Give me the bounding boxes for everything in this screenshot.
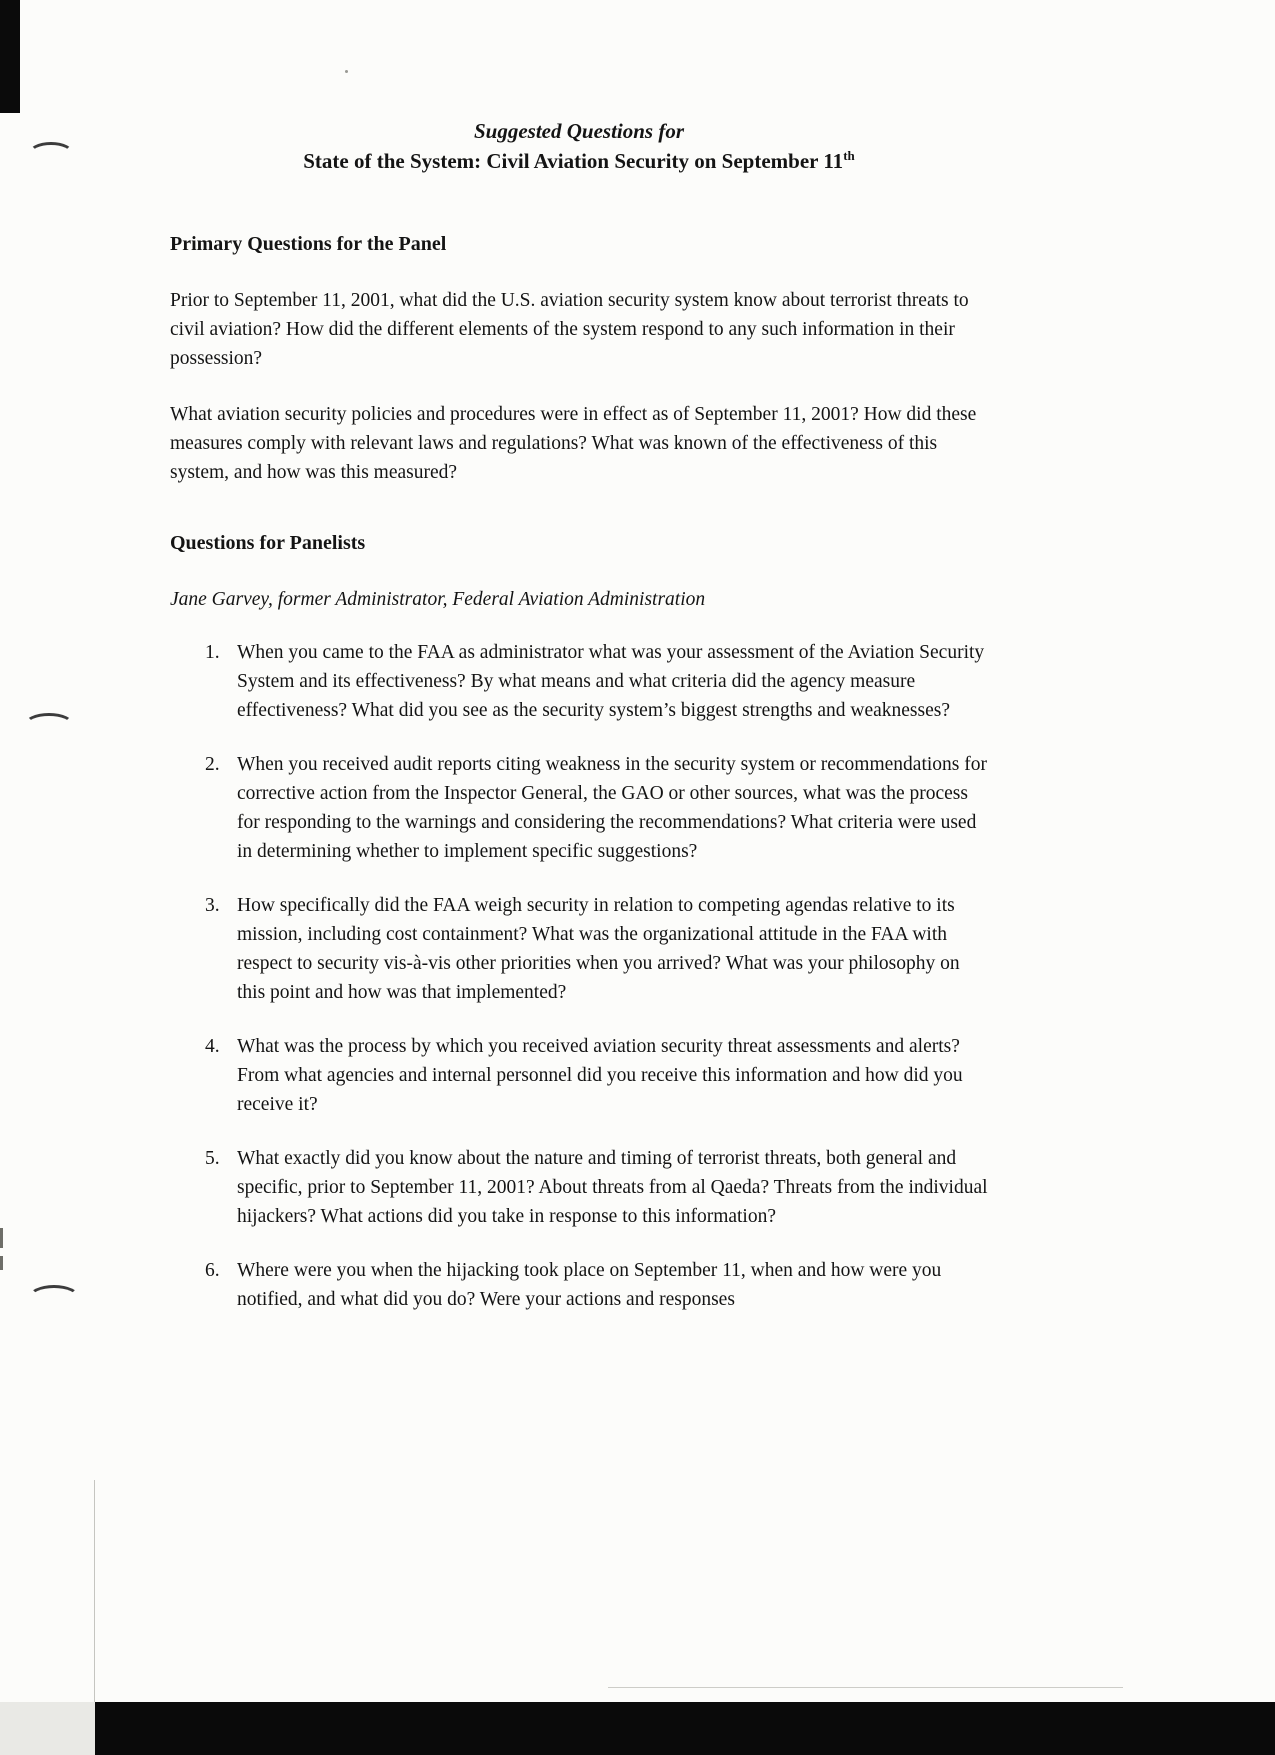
- scan-speck: [345, 70, 348, 73]
- document-content: [170, 116, 988, 1339]
- heading-primary-questions: Primary Questions for the Panel: [170, 233, 447, 255]
- scan-artifact-bottom-bar: [95, 1702, 1275, 1755]
- title-line-1: Suggested Questions for: [473, 119, 685, 143]
- pen-mark-arc-3: [28, 1285, 80, 1311]
- question-number: 5.: [205, 1148, 220, 1169]
- title-superscript: th: [843, 148, 855, 163]
- scan-edge-mark-1: [0, 1228, 3, 1248]
- primary-paragraph-2: What aviation security policies and procedures were in effect as of September 11, 2001? How did these measures comply with relevant laws and regulations? What was known of the effectiveness of this system, and how was this measured?: [170, 404, 977, 483]
- question-text: When you came to the FAA as administrator what was your assessment of the Aviation Security System and its effectiveness? By what means and what criteria did the agency measure effectiveness? What did you see as the security system’s biggest strengths and weaknesses?: [237, 642, 985, 721]
- scan-edge-mark-2: [0, 1256, 3, 1270]
- pen-mark-arc-1: [28, 142, 74, 166]
- question-text: When you received audit reports citing weakness in the security system or recommendations for corrective action from the Inspector General, the GAO or other sources, what was the process for responding to the warnings and considering the recommendations? What criteria were used in determining whether to implement specific suggestions?: [237, 754, 987, 862]
- question-text: Where were you when the hijacking took place on September 11, when and how were you notified, and what did you do? Were your actions and responses: [237, 1260, 942, 1310]
- question-text: What was the process by which you received aviation security threat assessments and alerts? From what agencies and internal personnel did you receive this information and how did you receive it?: [237, 1036, 963, 1115]
- document-title: [170, 116, 988, 176]
- question-item: [170, 638, 988, 725]
- scan-artifact-top-left-strip: [0, 0, 20, 113]
- question-text: What exactly did you know about the nature and timing of terrorist threats, both general and specific, prior to September 11, 2001? About threats from al Qaeda? Threats from the individual hijackers? What actions did you take in response to this information?: [237, 1148, 988, 1227]
- question-item: [170, 1032, 988, 1119]
- questions-list: [170, 638, 988, 1314]
- title-line-2: [170, 146, 988, 176]
- heading-questions-for-panelists: Questions for Panelists: [170, 532, 366, 554]
- question-item: [170, 1144, 988, 1231]
- question-text: How specifically did the FAA weigh security in relation to competing agendas relative to its mission, including cost containment? What was the organizational attitude in the FAA with respect to security vis-à-vis other priorities when you arrived? What was your philosophy on this point and how was that implemented?: [237, 895, 960, 1003]
- primary-paragraph-1: Prior to September 11, 2001, what did the U.S. aviation security system know about terrorist threats to civil aviation? How did the different elements of the system respond to any such information in their possession?: [170, 290, 969, 369]
- question-number: 4.: [205, 1036, 220, 1057]
- scan-fold-line: [94, 1480, 95, 1702]
- question-item: [170, 1256, 988, 1314]
- question-number: 3.: [205, 895, 220, 916]
- question-number: 2.: [205, 754, 220, 775]
- question-item: [170, 750, 988, 866]
- scan-faint-rule: [608, 1687, 1123, 1688]
- pen-mark-arc-2: [24, 713, 74, 737]
- title-line-2-text: State of the System: Civil Aviation Security on September 11: [303, 149, 844, 173]
- scan-bottom-left-shadow: [0, 1702, 95, 1755]
- panelist-name-line: Jane Garvey, former Administrator, Federal Aviation Administration: [170, 589, 706, 610]
- question-item: [170, 891, 988, 1007]
- question-number: 1.: [205, 642, 220, 663]
- question-number: 6.: [205, 1260, 220, 1281]
